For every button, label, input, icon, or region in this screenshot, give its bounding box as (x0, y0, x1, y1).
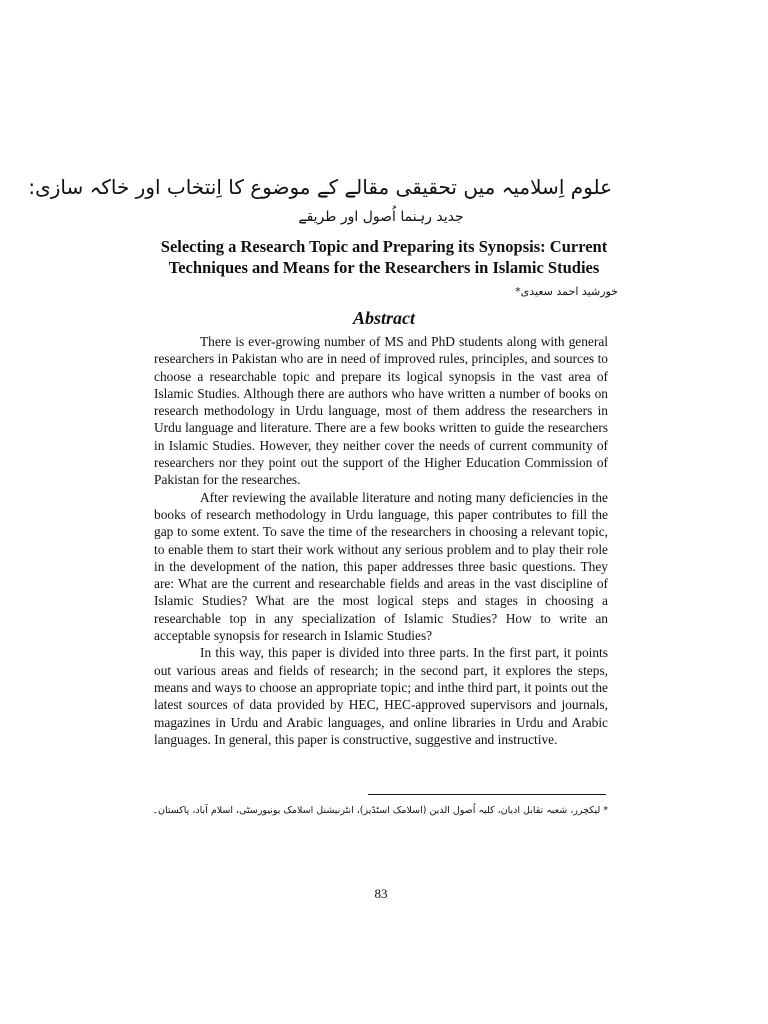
abstract-paragraph-3: In this way, this paper is divided into three parts. In the first part, it points out various areas and fields of research; in the second part, it explores the steps, means and ways to choose an appropriate topic; and inthe third part, it points out the latest sources of data provided by HEC, HEC-approved supervisors and journals, magazines in Urdu and Arabic languages, and online libraries in Urdu and Arabic languages. In general, this paper is constructive, suggestive and instructive. (154, 645, 608, 747)
abstract-paragraph-1: There is ever-growing number of MS and PhD students along with general researchers in Pakistan who are in need of improved rules, principles, and sources to choose a researchable topic and prepare its logical synopsis in the vast area of Islamic Studies. Although there are authors who have written a number of books on research methodology in Urdu language, most of them address the researchers in Urdu language and literature. There are a few books written to guide the researchers in Islamic Studies. However, they neither cover the needs of current community of researchers nor they point out the support of the Higher Education Commission of Pakistan for the researches. (154, 334, 608, 488)
urdu-title: علوم اِسلامیہ میں تحقیقی مقالے کے موضوع کا اِنتخاب اور خاکہ سازی: (28, 175, 612, 199)
page-number: 83 (374, 886, 388, 901)
abstract-paragraph-2: After reviewing the available literature and noting many deficiencies in the books of research methodology in Urdu language, this paper contributes to fill the gap to some extent. To save the time of the researchers in choosing a relevant topic, to enable them to start their work without any serious problem and to play their role in the development of the nation, this paper addresses three basic questions. They are: What are the current and researchable fields and areas in the vast discipline of Islamic Studies? What are the most logical steps and stages in choosing a researchable top in any specialization of Islamic Studies? How to write an acceptable synopsis for research in Islamic Studies? (154, 489, 608, 644)
urdu-subtitle: جدید رہنما اُصول اور طریقے (298, 209, 464, 225)
abstract-heading: Abstract (352, 308, 415, 328)
author-name: خورشید احمد سعیدی* (515, 285, 618, 298)
english-title: Selecting a Research Topic and Preparing its Synopsis: Current Techniques and Means for the Researchers in Islamic Studies (160, 237, 608, 277)
abstract-body (154, 333, 608, 748)
footnote-divider (368, 794, 606, 795)
author-affiliation-footnote: * لیکچرر، شعبہ تقابل ادیان، کلیہ اُصول الدین (اسلامک اسٹڈیز)، انٹرنیشنل اسلامک یونیورسٹی، اسلام آباد، پاکستان۔ (152, 805, 608, 816)
